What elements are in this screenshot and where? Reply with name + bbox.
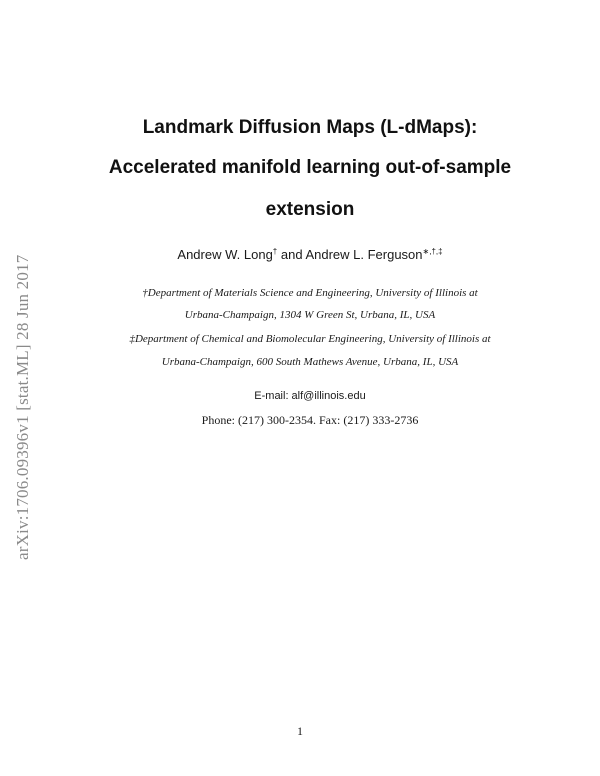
paper-title-line-1: Landmark Diffusion Maps (L-dMaps): [142,117,478,138]
author-list [60,247,560,262]
author-connector: and [277,247,306,262]
affiliation-chemical-line-1: ‡Department of Chemical and Biomolecular Engineering, University of Illinois at [129,333,491,345]
paper-title-line-2: Accelerated manifold learning out-of-sample [108,157,512,178]
arxiv-identifier-stamp: arXiv:1706.09396v1 [stat.ML] 28 Jun 2017 [13,254,32,560]
page-number: 1 [297,724,303,738]
affiliation-chemical-line-2: Urbana-Champaign, 600 South Mathews Avenue, Urbana, IL, USA [161,356,459,368]
author-ferguson: Andrew L. Ferguson [305,247,423,262]
author-ferguson-affiliation-mark: ∗,†,‡ [422,247,443,256]
affiliation-materials-line-2: Urbana-Champaign, 1304 W Green St, Urbana, IL, USA [184,309,436,321]
author-long-affiliation-mark: † [272,247,278,256]
contact-phone-fax: Phone: (217) 300-2354. Fax: (217) 333-2736 [201,413,419,427]
affiliation-materials-line-1: †Department of Materials Science and Engineering, University of Illinois at [142,287,478,299]
paper-title-line-3: extension [265,199,355,220]
author-long: Andrew W. Long [177,247,273,262]
contact-email: E-mail: alf@illinois.edu [254,390,366,402]
